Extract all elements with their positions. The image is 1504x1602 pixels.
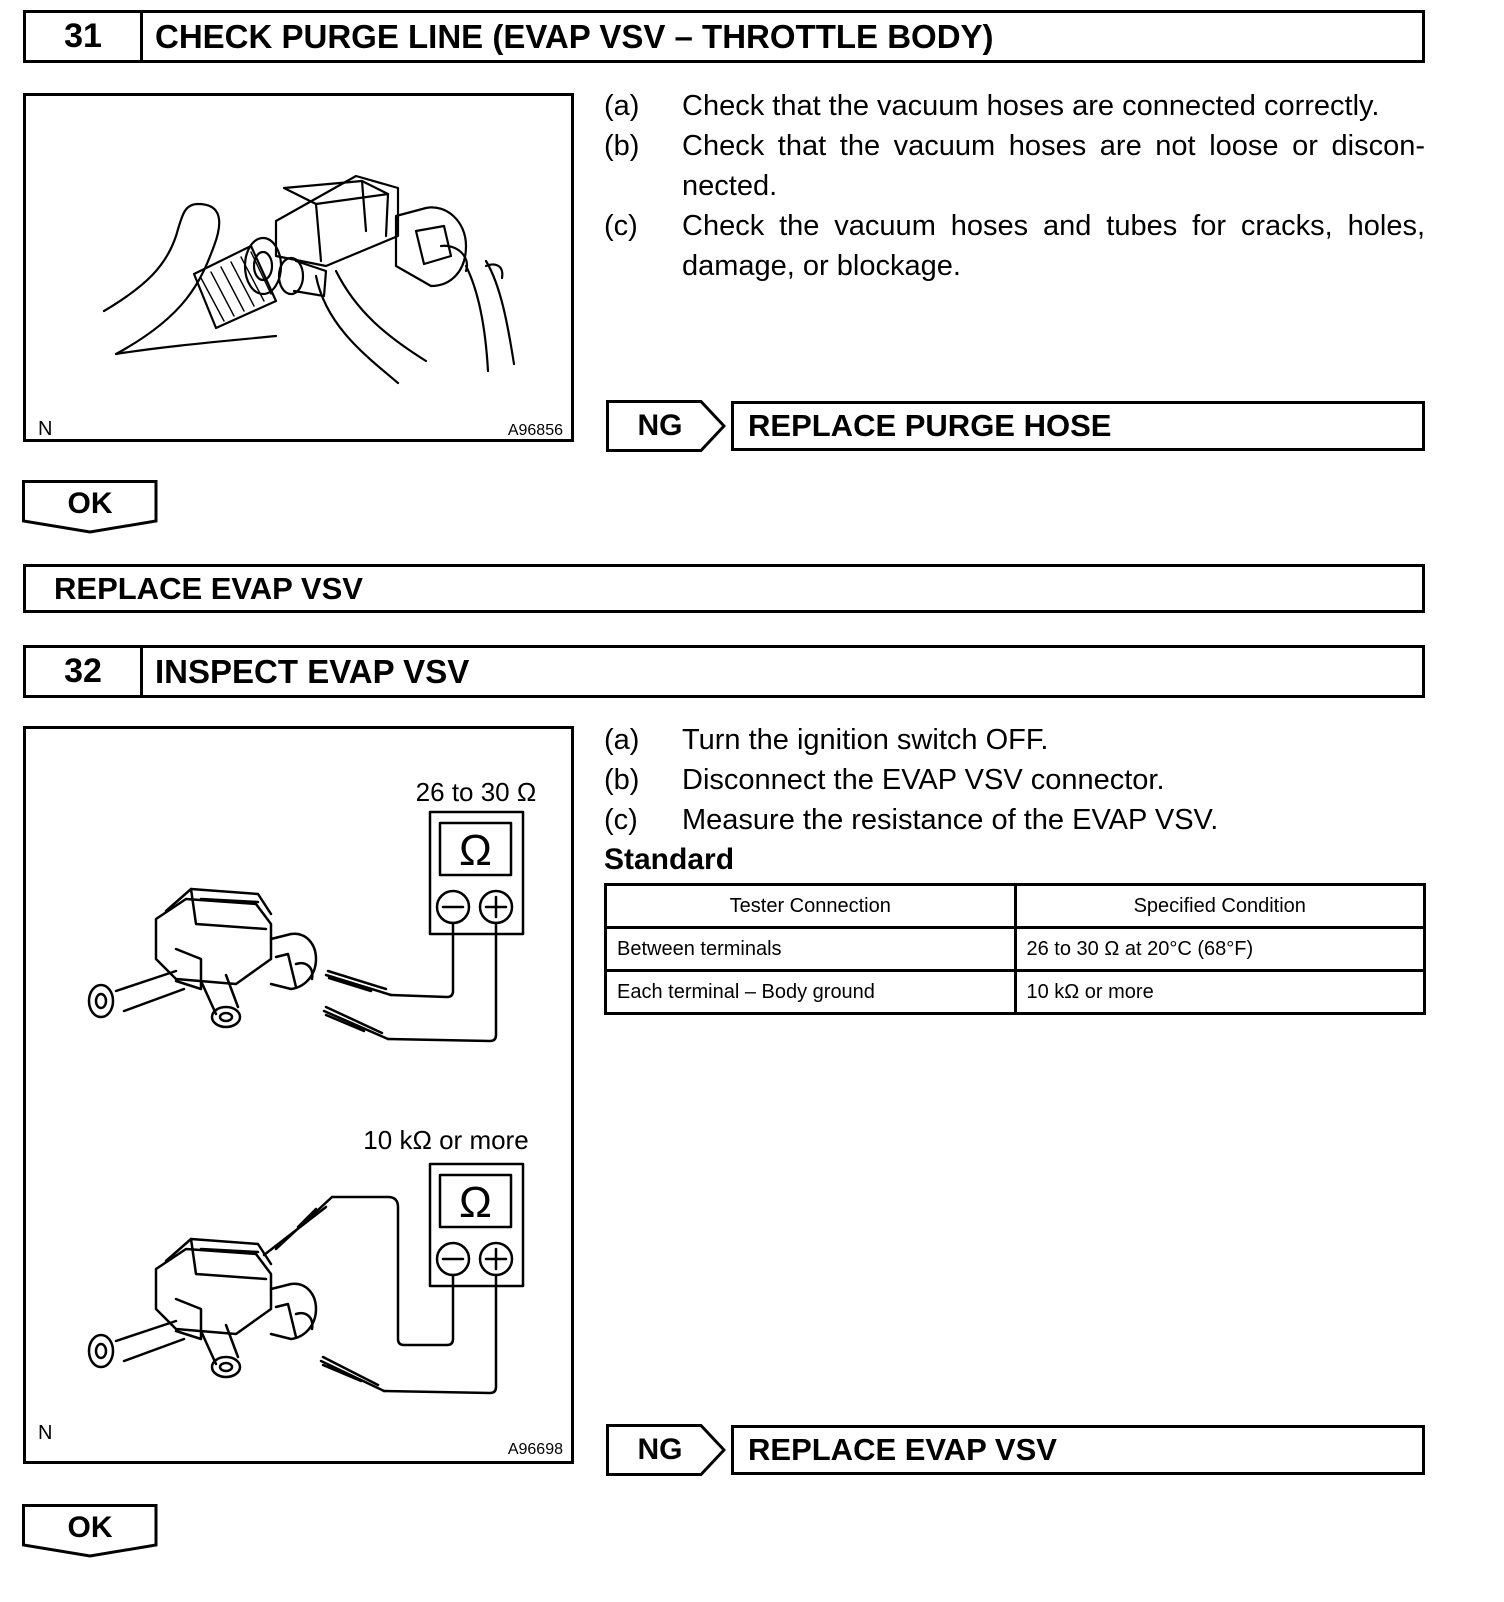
purge-hose-illustration [26, 96, 571, 439]
step-title: INSPECT EVAP VSV [155, 652, 470, 690]
instruction-item [604, 126, 1425, 206]
ng-result-31: REPLACE PURGE HOSE [731, 401, 1425, 451]
step-number: 32 [26, 648, 143, 695]
instruction-item [604, 720, 1425, 760]
spec-table [604, 883, 1426, 1015]
instruction-item [604, 760, 1425, 800]
standard-title: Standard [604, 843, 735, 876]
instruction-text: Turn the ignition switch OFF. [682, 724, 1049, 756]
figure-corner-label: N [38, 418, 53, 440]
ohmmeter-illustration [26, 729, 571, 1461]
figure-corner-label: N [38, 1422, 53, 1444]
instruction-item [604, 800, 1425, 840]
figure-code: A96856 [507, 422, 563, 439]
table-row [606, 971, 1425, 1014]
instruction-label: (c) [604, 210, 638, 242]
ok-result-31: REPLACE EVAP VSV [23, 564, 1425, 613]
ng-result-32: REPLACE EVAP VSV [731, 1425, 1425, 1475]
table-cell: 26 to 30 Ω at 20°C (68°F) [1015, 928, 1425, 971]
ok-arrow-32 [22, 1504, 158, 1558]
ng-label: NG [637, 409, 683, 442]
instruction-text: Check that the vacuum hoses are connected correctly. [682, 90, 1380, 122]
instruction-text: Check the vacuum hoses and tubes for cracks, holes, damage, or blockage. [682, 210, 1425, 282]
table-header-row [606, 885, 1425, 928]
step-32-header [23, 645, 1425, 698]
ohm-symbol: Ω [459, 826, 492, 875]
ng-arrow-31 [606, 400, 726, 452]
evap-vsv-figure [23, 726, 574, 1464]
ok-label: OK [67, 1511, 113, 1544]
ng-arrow-32 [606, 1424, 726, 1476]
table-row [606, 928, 1425, 971]
instruction-label: (c) [604, 804, 638, 836]
table-cell: Between terminals [606, 928, 1016, 971]
ng-label: NG [637, 1433, 683, 1466]
test-lead [384, 1275, 496, 1393]
instruction-text: Check that the vacuum hoses are not loose or discon-nected. [682, 130, 1425, 202]
figure-code: A96698 [507, 1441, 563, 1458]
ohm-symbol: Ω [459, 1178, 492, 1227]
vsv-connector [396, 207, 466, 286]
instruction-label: (a) [604, 90, 640, 122]
instruction-text: Measure the resistance of the EVAP VSV. [682, 804, 1219, 836]
instruction-label: (b) [604, 130, 640, 162]
table-header: Tester Connection [606, 885, 1016, 928]
table-cell: Each terminal – Body ground [606, 971, 1016, 1014]
test-lead [388, 923, 496, 1041]
step-number: 31 [26, 13, 143, 60]
purge-line-figure [23, 93, 574, 442]
ok-label: OK [67, 487, 113, 520]
step-31-header [23, 10, 1425, 63]
step-32-instructions [604, 720, 1425, 880]
step-31-instructions [604, 86, 1425, 286]
spec-table-wrap [604, 883, 1426, 1015]
step-title: CHECK PURGE LINE (EVAP VSV – THROTTLE BODY) [155, 17, 994, 55]
table-header: Specified Condition [1015, 885, 1425, 928]
instruction-label: (a) [604, 724, 640, 756]
instruction-text: Disconnect the EVAP VSV connector. [682, 764, 1165, 796]
instruction-item [604, 206, 1425, 286]
reading-top: 26 to 30 Ω [415, 777, 537, 807]
instruction-label: (b) [604, 764, 640, 796]
instruction-item [604, 86, 1425, 126]
ok-arrow-31 [22, 480, 158, 534]
table-cell: 10 kΩ or more [1015, 971, 1425, 1014]
reading-bottom: 10 kΩ or more [363, 1125, 529, 1155]
